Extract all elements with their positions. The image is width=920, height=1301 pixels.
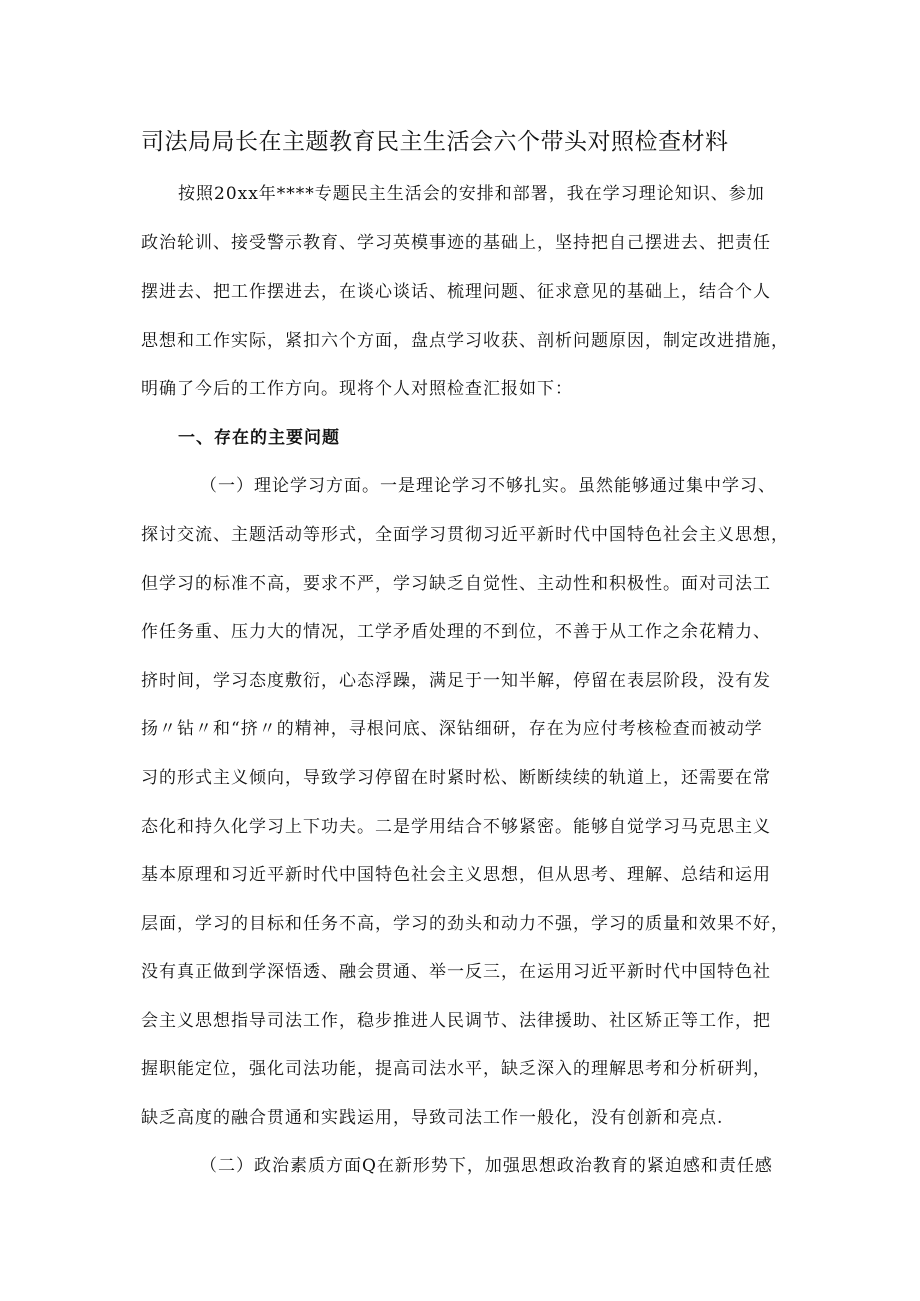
intro-line: 按照20xx年****专题民主生活会的安排和部署，我在学习理论知识、参加 (178, 184, 765, 204)
paragraph-line: 缺乏高度的融合贯通和实践运用，导致司法工作一般化，没有创新和亮点. (141, 1108, 724, 1128)
section-heading: 一、存在的主要问题 (178, 428, 340, 448)
paragraph-line: 层面，学习的目标和任务不高，学习的劲头和动力不强，学习的质量和效果不好， (141, 914, 789, 934)
paragraph-line: 没有真正做到学深悟透、融会贯通、举一反三，在运用习近平新时代中国特色社 (141, 962, 771, 982)
paragraph-line: 习的形式主义倾向，导致学习停留在时紧时松、断断续续的轨道上，还需要在常 (141, 768, 771, 788)
paragraph-line: （一）理论学习方面。一是理论学习不够扎实。虽然能够通过集中学习、 (200, 476, 776, 496)
document-title: 司法局局长在主题教育民主生活会六个带头对照检查材料 (141, 129, 729, 155)
intro-line: 摆进去、把工作摆进去，在谈心谈话、梳理问题、征求意见的基础上，结合个人 (141, 282, 771, 302)
paragraph-line: 扬〃钻〃和“挤〃的精神，寻根问底、深钻细研，存在为应付考核检查而被动学 (141, 719, 763, 739)
paragraph-line: 基本原理和习近平新时代中国特色社会主义思想，但从思考、理解、总结和运用 (141, 865, 771, 885)
intro-line: 政治轮训、接受警示教育、学习英模事迹的基础上，坚持把自己摆进去、把责任 (141, 233, 771, 253)
paragraph-line: 握职能定位，强化司法功能，提高司法水平，缺乏深入的理解思考和分析研判， (141, 1059, 771, 1079)
paragraph-line: 但学习的标准不高，要求不严，学习缺乏自觉性、主动性和积极性。面对司法工 (141, 574, 771, 594)
paragraph-line: 挤时间，学习态度敷衍，心态浮躁，满足于一知半解，停留在表层阶段，没有发 (141, 671, 771, 691)
paragraph-line: 态化和持久化学习上下功夫。二是学用结合不够紧密。能够自觉学习马克思主义 (141, 817, 771, 837)
paragraph-line: 作任务重、压力大的情况，工学矛盾处理的不到位，不善于从工作之余花精力、 (141, 622, 771, 642)
intro-line: 思想和工作实际，紧扣六个方面，盘点学习收获、剖析问题原因，制定改进措施， (141, 331, 789, 351)
paragraph-line: （二）政治素质方面Q在新形势下，加强思想政治教育的紧迫感和责任感 (200, 1156, 773, 1176)
paragraph-line: 探讨交流、主题活动等形式，全面学习贯彻习近平新时代中国特色社会主义思想， (141, 525, 789, 545)
paragraph-line: 会主义思想指导司法工作，稳步推进人民调节、法律援助、社区矫正等工作，把 (141, 1011, 771, 1031)
intro-line: 明确了今后的工作方向。现将个人对照检查汇报如下： (141, 379, 573, 399)
